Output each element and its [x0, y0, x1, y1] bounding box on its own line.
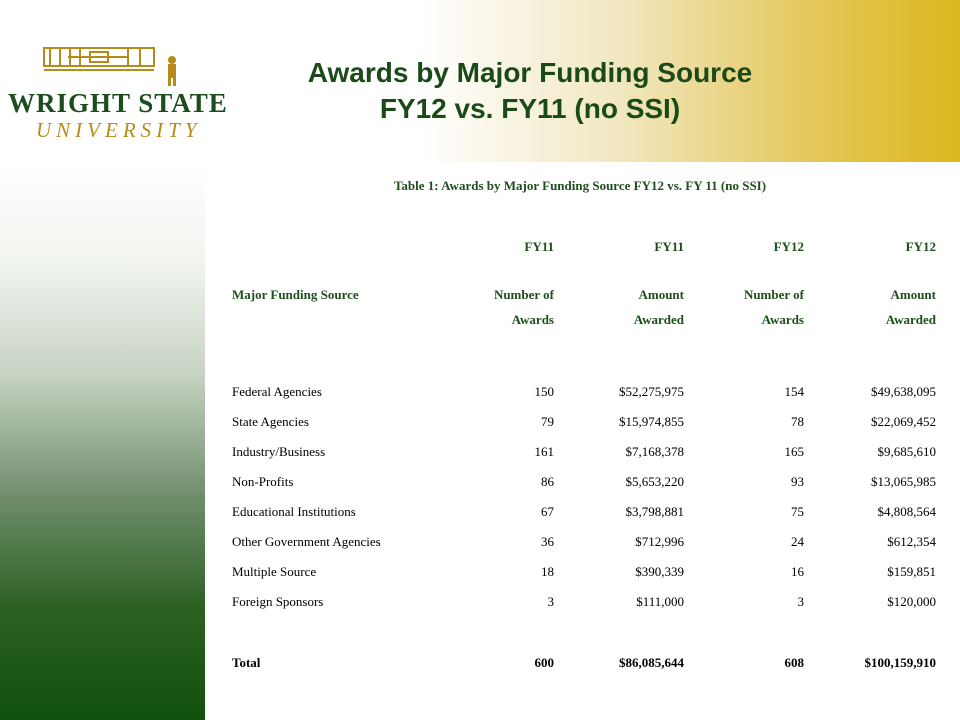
source-cell: Educational Institutions — [232, 504, 356, 519]
table-row — [228, 467, 940, 497]
value-cell: $15,974,855 — [619, 414, 684, 429]
header-cell: Awards — [511, 312, 554, 327]
value-cell: $52,275,975 — [619, 384, 684, 399]
header-cell: Awarded — [885, 312, 936, 327]
table-header-row-unit — [228, 309, 940, 337]
value-cell: 79 — [541, 414, 554, 429]
header-cell: Number of — [743, 287, 804, 302]
value-cell: 18 — [541, 564, 554, 579]
wright-flyer-icon — [8, 36, 208, 88]
slide-title — [280, 55, 780, 127]
header-cell: Amount — [638, 287, 684, 302]
table-row — [228, 557, 940, 587]
total-value-cell: 608 — [784, 655, 804, 670]
table-row — [228, 497, 940, 527]
value-cell: 86 — [541, 474, 554, 489]
source-cell: Multiple Source — [232, 564, 317, 579]
header-cell: Major Funding Source — [232, 287, 359, 302]
value-cell: $9,685,610 — [877, 444, 936, 459]
value-cell: $111,000 — [636, 594, 684, 609]
value-cell: 93 — [791, 474, 804, 489]
university-logo — [8, 36, 228, 142]
source-cell: Industry/Business — [232, 444, 326, 459]
left-gradient-band — [0, 162, 205, 720]
source-cell: State Agencies — [232, 414, 309, 429]
value-cell: 78 — [791, 414, 804, 429]
table-spacer — [228, 617, 940, 647]
total-value-cell: $86,085,644 — [619, 655, 684, 670]
value-cell: $5,653,220 — [625, 474, 684, 489]
table-caption: Table 1: Awards by Major Funding Source FY12 vs. FY 11 (no SSI) — [393, 178, 767, 193]
logo-wordmark-university: UNIVERSITY — [36, 118, 202, 142]
value-cell: 16 — [791, 564, 804, 579]
header-cell — [228, 309, 428, 337]
value-cell: $3,798,881 — [625, 504, 684, 519]
value-cell: $7,168,378 — [625, 444, 684, 459]
table-row — [228, 407, 940, 437]
header-cell: FY11 — [524, 239, 554, 254]
table-row — [228, 437, 940, 467]
value-cell: $712,996 — [635, 534, 684, 549]
total-value-cell: $100,159,910 — [864, 655, 936, 670]
value-cell: $4,808,564 — [877, 504, 936, 519]
slide-title-line-2: FY12 vs. FY11 (no SSI) — [379, 93, 681, 124]
header-cell: FY11 — [654, 239, 684, 254]
source-cell: Non-Profits — [232, 474, 294, 489]
funding-table — [228, 232, 940, 679]
table-row — [228, 527, 940, 557]
header-cell: Number of — [493, 287, 554, 302]
value-cell: 161 — [534, 444, 554, 459]
slide-title-line-1: Awards by Major Funding Source — [307, 57, 753, 88]
value-cell: $612,354 — [887, 534, 936, 549]
total-label-cell: Total — [232, 655, 261, 670]
header-cell: FY12 — [905, 239, 936, 254]
value-cell: 67 — [541, 504, 554, 519]
value-cell: $49,638,095 — [871, 384, 936, 399]
value-cell: 75 — [791, 504, 804, 519]
total-value-cell: 600 — [534, 655, 554, 670]
header-cell — [228, 232, 428, 262]
header-cell: Amount — [890, 287, 936, 302]
value-cell: 36 — [541, 534, 554, 549]
value-cell: $13,065,985 — [871, 474, 936, 489]
value-cell: 3 — [797, 594, 804, 609]
value-cell: $159,851 — [887, 564, 936, 579]
header-cell: Awards — [761, 312, 804, 327]
source-cell: Foreign Sponsors — [232, 594, 324, 609]
value-cell: $120,000 — [887, 594, 936, 609]
value-cell: 165 — [784, 444, 804, 459]
logo-wordmark-wright-state: WRIGHT STATE — [8, 88, 228, 118]
value-cell: 154 — [784, 384, 804, 399]
table-header-row-label — [228, 262, 940, 309]
source-cell: Other Government Agencies — [232, 534, 381, 549]
table-total-row — [228, 647, 940, 679]
table-row — [228, 377, 940, 407]
value-cell: 150 — [534, 384, 554, 399]
table-row — [228, 587, 940, 617]
header-cell: FY12 — [773, 239, 804, 254]
header-cell: Awarded — [633, 312, 684, 327]
source-cell: Federal Agencies — [232, 384, 322, 399]
table-header-row-year — [228, 232, 940, 262]
table-spacer — [228, 337, 940, 377]
value-cell: 3 — [547, 594, 554, 609]
value-cell: 24 — [791, 534, 804, 549]
value-cell: $390,339 — [635, 564, 684, 579]
value-cell: $22,069,452 — [871, 414, 936, 429]
